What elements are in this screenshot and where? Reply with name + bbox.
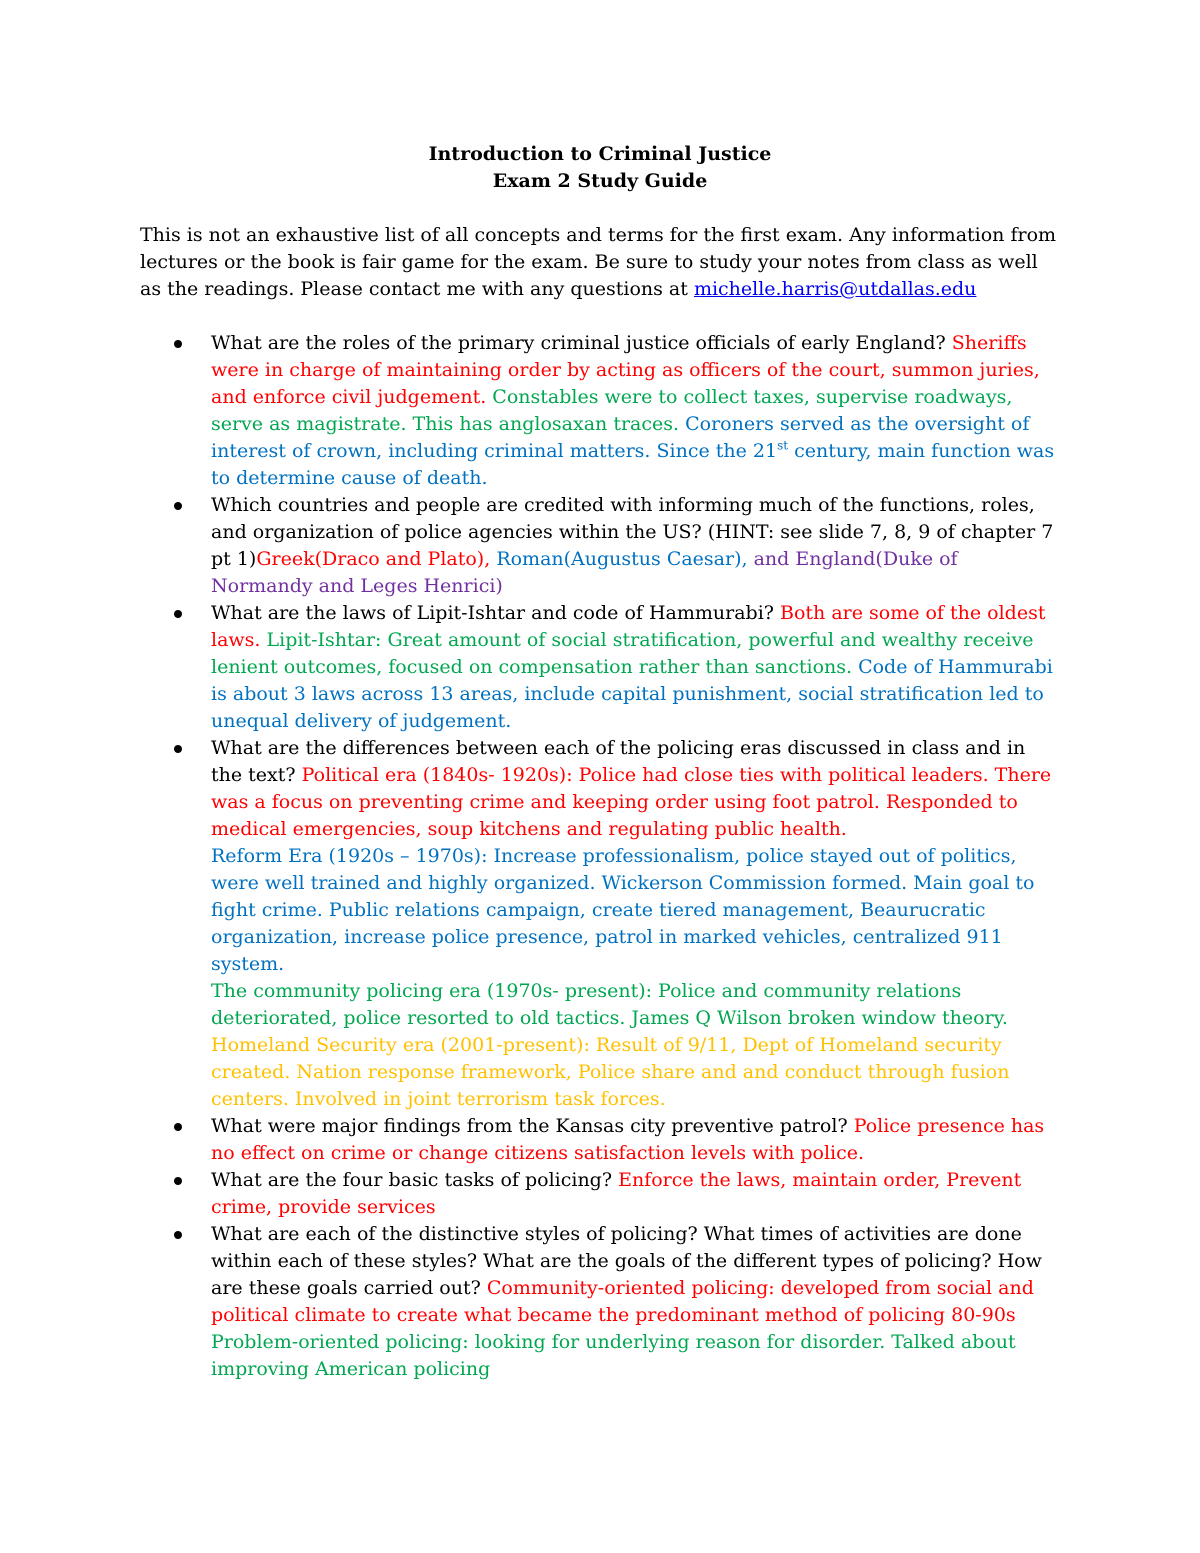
question-text: What are the roles of the primary criminal justice officials of early England? [211,332,952,354]
question-text: What are the laws of Lipit-Ishtar and code of Hammurabi? [211,602,780,624]
bullet-icon [174,1177,182,1185]
course-title: Introduction to Criminal Justice [428,143,772,165]
question-text: What are each of the distinctive styles of policing? What times of activities are done within each of these styles? What are the goals of the different types of policing? How are these goals carried out? [211,1223,1042,1299]
answer-red: Political era (1840s- 1920s): Police had close ties with political leaders. There was a focus on preventing crime and keeping order using foot patrol. Responded to medical emergencies, soup kitchens and regulating public health. [211,764,1052,840]
answer-gold: Homeland Security era (2001-present): Result of 9/11, Dept of Homeland security created. Nation response framework, Police share and and conduct through fusion centers. Involved in joint terrorism task forces. [211,1034,1010,1110]
list-item [140,492,1060,600]
question-list [140,330,1060,1383]
question-text: What are the four basic tasks of policing? [211,1169,619,1191]
answer-blue: Reform Era (1920s – 1970s): Increase professionalism, police stayed out of politics, were well trained and highly organized. Wickerson Commission formed. Main goal to fight crime. Public relations campaign, create tiered management, Beaurucratic organization, increase police presence, patrol in marked vehicles, centralized 911 system. [211,845,1035,975]
answer-red: Greek(Draco and Plato), [256,548,497,570]
answer-green: The community policing era (1970s- present): Police and community relations deteriorated, police resorted to old tactics. James Q Wilson broken window theory. [211,980,1008,1029]
answer-blue: Coroners served as the oversight of interest of crown, including criminal matters. Since the 21 [211,413,1030,462]
bullet-icon [174,1123,182,1131]
answer-green: Lipit-Ishtar: Great amount of social stratification, powerful and wealthy receive lenient outcomes, focused on compensation rather than sanctions. [211,629,1034,678]
bullet-icon [174,1231,182,1239]
bullet-icon [174,745,182,753]
email-link[interactable]: michelle.harris@utdallas.edu [693,278,977,300]
list-item [140,1113,1060,1167]
answer-purple: and England(Duke of Normandy and Leges Henrici) [211,548,958,597]
document-title [140,141,1060,195]
question-text: What were major findings from the Kansas city preventive patrol? [211,1115,854,1137]
guide-title: Exam 2 Study Guide [492,170,708,192]
answer-green: Problem-oriented policing: looking for underlying reason for disorder. Talked about improving American policing [211,1331,1016,1380]
list-item [140,1167,1060,1221]
list-item [140,1221,1060,1383]
list-item [140,735,1060,1113]
intro-paragraph [140,222,1060,303]
answer-blue: Code of Hammurabi is about 3 laws across 13 areas, include capital punishment, social stratification led to unequal delivery of judgement. [211,656,1053,732]
bullet-icon [174,502,182,510]
bullet-icon [174,610,182,618]
answer-red: Both are some of the oldest laws. [211,602,1046,651]
list-item [140,330,1060,492]
answer-red: Community-oriented policing: developed from social and political climate to create what became the predominant method of policing 80-90s [211,1277,1034,1326]
answer-red: Sheriffs were in charge of maintaining order by acting as officers of the court, summon juries, and enforce civil judgement. [211,332,1040,408]
question-text: Which countries and people are credited with informing much of the functions, roles, and organization of police agencies within the US? (HINT: see slide 7, 8, 9 of chapter 7 pt 1) [211,494,1054,570]
answer-blue: Roman(Augustus Caesar), [496,548,754,570]
intro-text: This is not an exhaustive list of all concepts and terms for the first exam. Any information from lectures or the book is fair game for the exam. Be sure to study your notes from class as well as the readings. Please contact me with any questions at [140,224,1057,300]
answer-blue: century, main function was to determine cause of death. [211,440,1055,489]
study-guide-page [140,141,1060,1383]
question-text: What are the differences between each of the policing eras discussed in class and in the text? [211,737,1026,786]
answer-red: Enforce the laws, maintain order, Prevent crime, provide services [211,1169,1022,1218]
list-item [140,600,1060,735]
answer-red: Police presence has no effect on crime or change citizens satisfaction levels with police. [211,1115,1045,1164]
answer-green: Constables were to collect taxes, supervise roadways, serve as magistrate. This has anglosaxan traces. [211,386,1013,435]
answer-superscript: st [777,438,789,453]
bullet-icon [174,340,182,348]
